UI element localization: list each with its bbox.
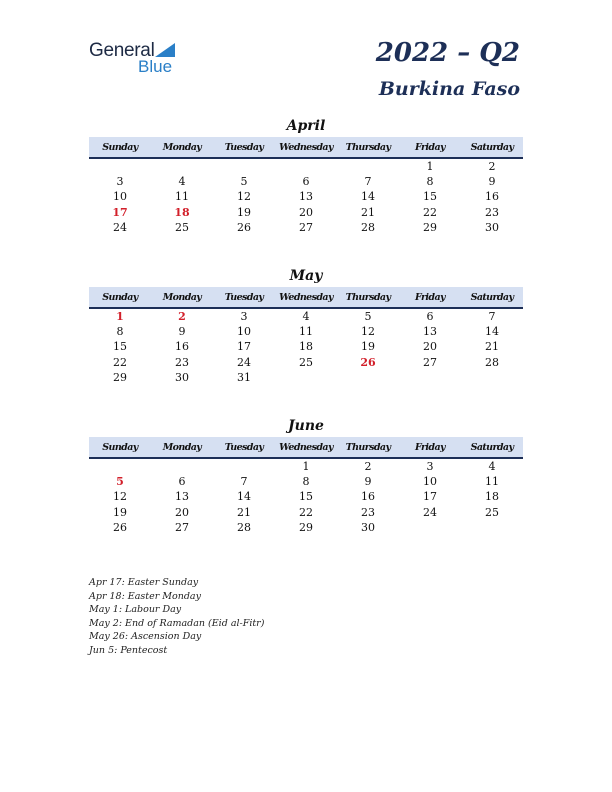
day-cell: 16 <box>175 340 189 354</box>
day-cell: 17 <box>112 205 128 219</box>
day-cell: 21 <box>361 205 375 219</box>
day-cell: 20 <box>423 340 437 354</box>
holiday-note: Apr 17: Easter Sunday <box>89 577 199 588</box>
day-cell: 25 <box>485 505 499 519</box>
day-cell: 14 <box>237 490 251 504</box>
day-cell: 29 <box>423 220 437 234</box>
day-cell: 6 <box>178 475 186 489</box>
weekday-label: Saturday <box>470 441 514 453</box>
day-cell: 28 <box>361 220 375 234</box>
weekday-label: Wednesday <box>279 291 333 303</box>
day-cell: 11 <box>485 475 499 489</box>
day-cell: 3 <box>116 175 124 189</box>
week-row <box>89 324 523 339</box>
day-cell: 15 <box>113 340 127 354</box>
week-row <box>89 189 523 204</box>
holiday-note: Jun 5: Pentecost <box>89 644 168 656</box>
day-cell: 15 <box>299 490 313 504</box>
day-cell: 12 <box>361 325 375 339</box>
weekday-label: Monday <box>162 441 202 453</box>
week-row <box>89 220 523 235</box>
day-cell: 10 <box>113 190 127 204</box>
weekday-label: Wednesday <box>279 141 333 153</box>
day-cell: 11 <box>175 190 189 204</box>
day-cell: 13 <box>299 190 313 204</box>
day-cell: 1 <box>426 160 434 174</box>
weekday-label: Saturday <box>470 141 514 153</box>
weekday-label: Monday <box>162 141 202 153</box>
month-title: June <box>288 418 324 434</box>
logo-general-text: General <box>89 40 155 61</box>
day-cell: 26 <box>237 220 251 234</box>
weekday-label: Thursday <box>345 291 391 303</box>
day-cell: 17 <box>423 490 437 504</box>
weekday-label: Friday <box>415 141 445 153</box>
week-row <box>89 520 523 535</box>
day-cell: 26 <box>360 355 376 369</box>
country-title: Burkina Faso <box>378 78 520 100</box>
day-cell: 28 <box>237 520 251 534</box>
day-cell: 2 <box>178 310 186 324</box>
day-cell: 15 <box>423 190 437 204</box>
week-row <box>89 355 523 370</box>
day-cell: 6 <box>426 310 434 324</box>
day-cell: 23 <box>175 355 189 369</box>
day-cell: 10 <box>237 325 251 339</box>
logo-blue-text: Blue <box>138 57 173 76</box>
month-june <box>89 416 523 535</box>
weekday-label: Friday <box>415 441 445 453</box>
day-cell: 3 <box>426 460 434 474</box>
week-row <box>89 505 523 520</box>
day-cell: 26 <box>113 520 127 534</box>
day-cell: 31 <box>237 370 251 384</box>
day-cell: 14 <box>485 325 499 339</box>
week-row <box>89 174 523 189</box>
weekday-label: Wednesday <box>279 441 333 453</box>
week-row <box>89 339 523 354</box>
day-cell: 5 <box>240 175 248 189</box>
day-cell: 6 <box>302 175 310 189</box>
weekday-label: Sunday <box>102 441 138 453</box>
day-cell: 19 <box>361 340 375 354</box>
day-cell: 8 <box>426 175 434 189</box>
day-cell: 4 <box>488 460 496 474</box>
day-cell: 4 <box>178 175 186 189</box>
day-cell: 1 <box>302 460 310 474</box>
day-cell: 27 <box>299 220 313 234</box>
day-cell: 11 <box>299 325 313 339</box>
week-row <box>89 474 523 489</box>
day-cell: 13 <box>175 490 189 504</box>
day-cell: 12 <box>237 190 251 204</box>
day-cell: 29 <box>113 370 127 384</box>
day-cell: 25 <box>299 355 313 369</box>
weekday-label: Tuesday <box>224 291 264 303</box>
day-cell: 1 <box>116 310 124 324</box>
day-cell: 5 <box>364 310 372 324</box>
weekday-header <box>89 137 523 159</box>
day-cell: 22 <box>113 355 127 369</box>
holiday-note: May 2: End of Ramadan (Eid al-Fitr) <box>89 617 265 629</box>
day-cell: 21 <box>485 340 499 354</box>
holiday-notes <box>89 576 264 658</box>
day-cell: 2 <box>364 460 372 474</box>
day-cell: 14 <box>361 190 375 204</box>
week-row <box>89 489 523 504</box>
week-row <box>89 370 523 385</box>
day-cell: 30 <box>361 520 375 534</box>
day-cell: 10 <box>423 475 437 489</box>
day-cell: 16 <box>485 190 499 204</box>
day-cell: 27 <box>423 355 437 369</box>
week-row <box>89 159 523 174</box>
day-cell: 4 <box>302 310 310 324</box>
day-cell: 5 <box>116 475 124 489</box>
day-cell: 19 <box>113 505 127 519</box>
day-cell: 18 <box>485 490 499 504</box>
weekday-label: Friday <box>415 291 445 303</box>
weekday-label: Thursday <box>345 441 391 453</box>
weekday-label: Tuesday <box>224 141 264 153</box>
day-cell: 9 <box>488 175 496 189</box>
day-cell: 7 <box>240 475 248 489</box>
day-cell: 28 <box>485 355 499 369</box>
month-may <box>89 266 523 385</box>
day-cell: 8 <box>302 475 310 489</box>
day-cell: 7 <box>364 175 372 189</box>
month-title: April <box>286 118 326 134</box>
day-cell: 19 <box>237 205 251 219</box>
week-row <box>89 205 523 220</box>
weekday-label: Sunday <box>102 141 138 153</box>
day-cell: 8 <box>116 325 124 339</box>
day-cell: 30 <box>485 220 499 234</box>
weekday-label: Monday <box>162 291 202 303</box>
day-cell: 17 <box>237 340 251 354</box>
day-cell: 7 <box>488 310 496 324</box>
page-title: 2022 – Q2 <box>375 38 520 68</box>
holiday-note: May 26: Ascension Day <box>89 631 202 643</box>
weekday-label: Saturday <box>470 291 514 303</box>
day-cell: 13 <box>423 325 437 339</box>
weekday-label: Tuesday <box>224 441 264 453</box>
weekday-label: Thursday <box>345 141 391 153</box>
day-cell: 12 <box>113 490 127 504</box>
day-cell: 24 <box>237 355 251 369</box>
day-cell: 3 <box>240 310 248 324</box>
day-cell: 18 <box>299 340 313 354</box>
day-cell: 24 <box>423 505 437 519</box>
month-title: May <box>289 268 323 284</box>
day-cell: 21 <box>237 505 251 519</box>
weekday-header <box>89 437 523 459</box>
day-cell: 24 <box>113 220 127 234</box>
day-cell: 25 <box>175 220 189 234</box>
logo-triangle-icon <box>155 43 175 57</box>
day-cell: 2 <box>488 160 496 174</box>
week-row <box>89 459 523 474</box>
holiday-note: May 1: Labour Day <box>89 604 182 616</box>
day-cell: 20 <box>175 505 189 519</box>
day-cell: 23 <box>361 505 375 519</box>
day-cell: 22 <box>299 505 313 519</box>
weekday-label: Sunday <box>102 291 138 303</box>
day-cell: 30 <box>175 370 189 384</box>
day-cell: 16 <box>361 490 375 504</box>
day-cell: 9 <box>178 325 186 339</box>
day-cell: 20 <box>299 205 313 219</box>
weekday-header <box>89 287 523 309</box>
logo <box>89 40 199 80</box>
day-cell: 18 <box>174 205 190 219</box>
day-cell: 29 <box>299 520 313 534</box>
week-row <box>89 309 523 324</box>
holiday-note: Apr 18: Easter Monday <box>89 590 201 602</box>
day-cell: 9 <box>364 475 372 489</box>
month-april <box>89 116 523 235</box>
day-cell: 22 <box>423 205 437 219</box>
day-cell: 23 <box>485 205 499 219</box>
day-cell: 27 <box>175 520 189 534</box>
